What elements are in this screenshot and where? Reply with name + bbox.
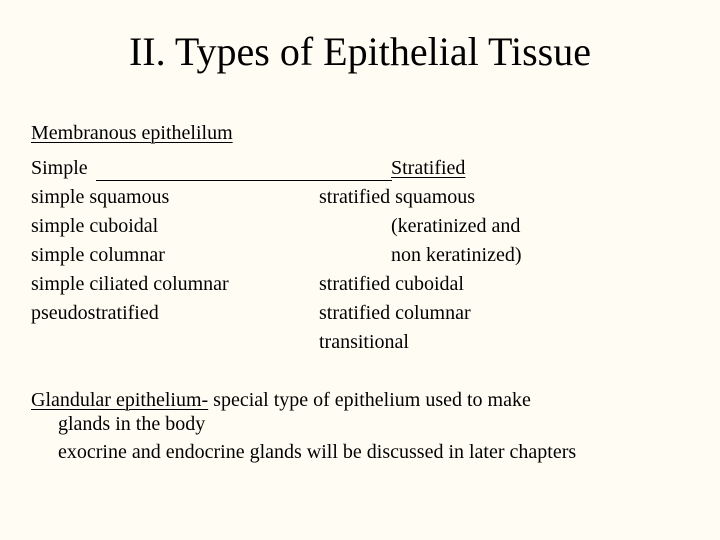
glandular-definition-cont: glands in the body (58, 413, 206, 435)
list-item: simple ciliated columnar (31, 273, 229, 295)
slide-title: II. Types of Epithelial Tissue (128, 29, 591, 74)
list-item: stratified columnar (319, 302, 471, 324)
simple-heading: Simple (31, 157, 88, 179)
glandular-note: exocrine and endocrine glands will be discussed in later chapters (58, 441, 577, 463)
list-item: transitional (319, 331, 409, 353)
list-item: simple columnar (31, 244, 165, 266)
stratified-column (319, 154, 522, 357)
list-item: pseudostratified (31, 302, 159, 324)
glandular-term: Glandular epithelium- (31, 389, 209, 411)
list-item: (keratinized and (391, 215, 521, 237)
membranous-heading: Membranous epithelilum (31, 122, 233, 144)
glandular-section (31, 388, 576, 464)
stratified-heading: Stratified (391, 157, 466, 179)
glandular-line (31, 388, 576, 412)
list-item: non keratinized) (391, 244, 522, 266)
list-item: stratified squamous (319, 186, 476, 208)
simple-column (31, 154, 229, 328)
list-item: stratified cuboidal (319, 273, 464, 295)
list-item: simple cuboidal (31, 215, 159, 237)
list-item: simple squamous (31, 186, 170, 208)
glandular-definition: special type of epithelium used to make (208, 389, 531, 411)
